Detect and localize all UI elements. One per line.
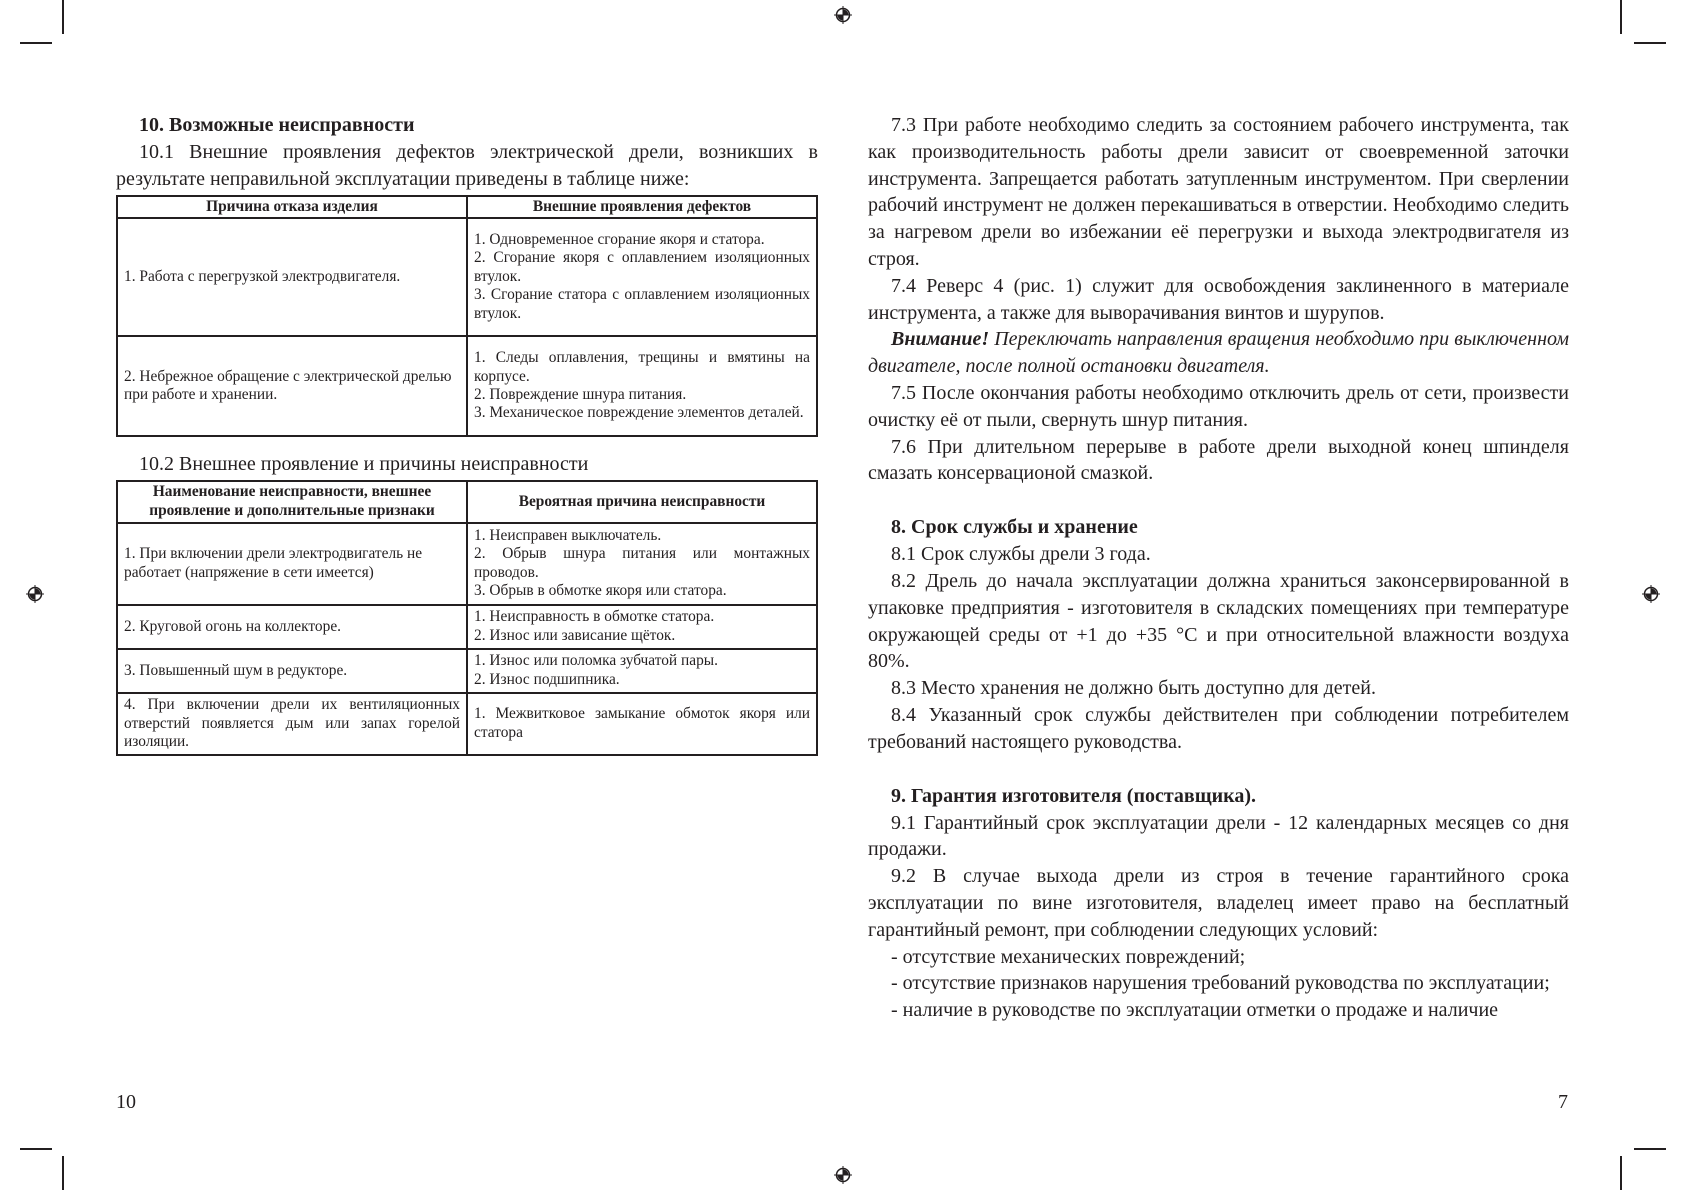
table-cell: 1. При включении дрели электродвигатель не работает (напряжение в сети имеется) [117, 523, 467, 605]
crop-mark [1634, 42, 1666, 44]
page-number-left: 10 [116, 1091, 136, 1113]
warning-label: Внимание! [891, 328, 990, 351]
list-item: 2. Износ подшипника. [474, 670, 620, 688]
crop-mark [1620, 0, 1622, 34]
paragraph-10-2: 10.2 Внешнее проявление и причины неисправности [139, 453, 589, 475]
defects-table [116, 195, 818, 437]
paragraph-7-5: 7.5 После окончания работы необходимо отключить дрель от сети, произвести очистку её от пыли, свернуть шнур питания. [868, 381, 1569, 431]
registration-mark-icon [834, 6, 852, 24]
table-cell [467, 336, 817, 436]
paragraph-7-6: 7.6 При длительном перерыве в работе дрели выходной конец шпинделя смазать консервационой смазкой. [868, 435, 1569, 485]
table-header: Внешние проявления дефектов [467, 196, 817, 218]
crop-mark [20, 42, 52, 44]
paragraph-7-3: 7.3 При работе необходимо следить за состоянием рабочего инструмента, так как производительность работы дрели зависит от своевременной заточки инструмента. Запрещается работать затупленным инструментом. При сверлении рабочий инструмент не должен перекашиваться в отверстии. Необходимо следить за нагревом дрели во избежании её перегрузки и выхода электродвигателя из строя. [868, 114, 1569, 270]
table-cell [467, 693, 817, 755]
left-page [116, 112, 818, 756]
section-8-heading: 8. Срок службы и хранение [891, 516, 1138, 539]
table-cell [467, 649, 817, 693]
table-row [117, 649, 817, 693]
table-cell: 1. Работа с перегрузкой электродвигателя. [117, 218, 467, 336]
list-item: 3. Механическое повреждение элементов деталей. [474, 404, 804, 422]
table-header: Причина отказа изделия [117, 196, 467, 218]
list-item: 3. Обрыв в обмотке якоря или статора. [474, 582, 727, 600]
paragraph-8-2: 8.2 Дрель до начала эксплуатации должна храниться законсервированной в упаковке предприятия - изготовителя в складских помещениях при температуре окружающей среды от +1 до +35 °С и при относительной влажности воздуха 80%. [868, 569, 1569, 673]
table-row [117, 336, 817, 436]
table-header-row [117, 481, 817, 523]
paragraph-8-4: 8.4 Указанный срок службы действителен при соблюдении потребителем требований настоящего руководства. [868, 703, 1569, 753]
table-cell [467, 605, 817, 649]
registration-mark-icon [834, 1166, 852, 1184]
list-item: - наличие в руководстве по эксплуатации отметки о продаже и наличие [891, 999, 1499, 1022]
malfunctions-table [116, 480, 818, 756]
list-item: 2. Сгорание якоря с оплавлением изоляционных втулок. [474, 249, 810, 285]
crop-mark [62, 1156, 64, 1190]
list-item: 2. Износ или зависание щёток. [474, 626, 676, 644]
paragraph-9-1: 9.1 Гарантийный срок эксплуатации дрели - 12 календарных месяцев со дня продажи. [868, 811, 1569, 861]
warning-paragraph [868, 326, 1569, 380]
crop-mark [1634, 1148, 1666, 1150]
table-cell: 2. Небрежное обращение с электрической дрелью при работе и хранении. [117, 336, 467, 436]
table-row [117, 218, 817, 336]
paragraph-7-4: 7.4 Реверс 4 (рис. 1) служит для освобождения заклиненного в материале инструмента, а также для выворачивания винтов и шурупов. [868, 274, 1569, 324]
registration-mark-icon [1642, 585, 1660, 603]
table-cell: 4. При включении дрели их вентиляционных отверстий появляется дым или запах горелой изоляции. [117, 693, 467, 755]
list-item: 1. Следы оплавления, трещины и вмятины на корпусе. [474, 349, 810, 385]
crop-mark [1620, 1156, 1622, 1190]
page-number-right: 7 [1558, 1091, 1568, 1113]
spacer [868, 487, 1569, 514]
section-9-heading: 9. Гарантия изготовителя (поставщика). [891, 784, 1257, 807]
table-cell [467, 523, 817, 605]
section-10-heading: 10. Возможные неисправности [139, 114, 415, 136]
list-item: 1. Неисправность в обмотке статора. [474, 608, 715, 626]
warning-text: Переключать направления вращения необходимо при выключенном двигателе, после полной остановки двигателя. [868, 328, 1569, 378]
crop-mark [20, 1148, 52, 1150]
table-row [117, 605, 817, 649]
list-item: 1. Износ или поломка зубчатой пары. [474, 652, 718, 670]
table-cell: 3. Повышенный шум в редукторе. [117, 649, 467, 693]
paragraph-9-2: 9.2 В случае выхода дрели из строя в течение гарантийного срока эксплуатации по вине изготовителя, владелец имеет право на бесплатный гарантийный ремонт, при соблюдении следующих условий: [868, 865, 1569, 941]
table-header-row [117, 196, 817, 218]
list-item: 3. Сгорание статора с оплавлением изоляционных втулок. [474, 286, 810, 322]
table-row [117, 523, 817, 605]
table-header: Наименование неисправности, внешнее проявление и дополнительные признаки [117, 481, 467, 523]
paragraph-8-1: 8.1 Срок службы дрели 3 года. [891, 543, 1151, 566]
right-page [868, 112, 1569, 1024]
crop-mark [62, 0, 64, 34]
list-item: - отсутствие признаков нарушения требований руководства по эксплуатации; [891, 972, 1550, 995]
list-item: 1. Неисправен выключатель. [474, 526, 662, 544]
list-item: 1. Одновременное сгорание якоря и статора. [474, 230, 765, 248]
list-item: 2. Обрыв шнура питания или монтажных проводов. [474, 545, 810, 581]
list-item: 2. Повреждение шнура питания. [474, 386, 687, 403]
table-cell [467, 218, 817, 336]
paragraph-8-3: 8.3 Место хранения не должно быть доступно для детей. [891, 677, 1376, 700]
registration-mark-icon [26, 585, 44, 603]
list-item: 1. Межвитковое замыкание обмоток якоря или статора [474, 705, 810, 741]
paragraph-10-1: 10.1 Внешние проявления дефектов электрической дрели, возникших в результате неправильной эксплуатации приведены в таблице ниже: [116, 141, 818, 190]
table-row [117, 693, 817, 755]
table-header: Вероятная причина неисправности [467, 481, 817, 523]
spacer [868, 756, 1569, 783]
table-cell: 2. Круговой огонь на коллекторе. [117, 605, 467, 649]
list-item: - отсутствие механических повреждений; [891, 945, 1246, 968]
